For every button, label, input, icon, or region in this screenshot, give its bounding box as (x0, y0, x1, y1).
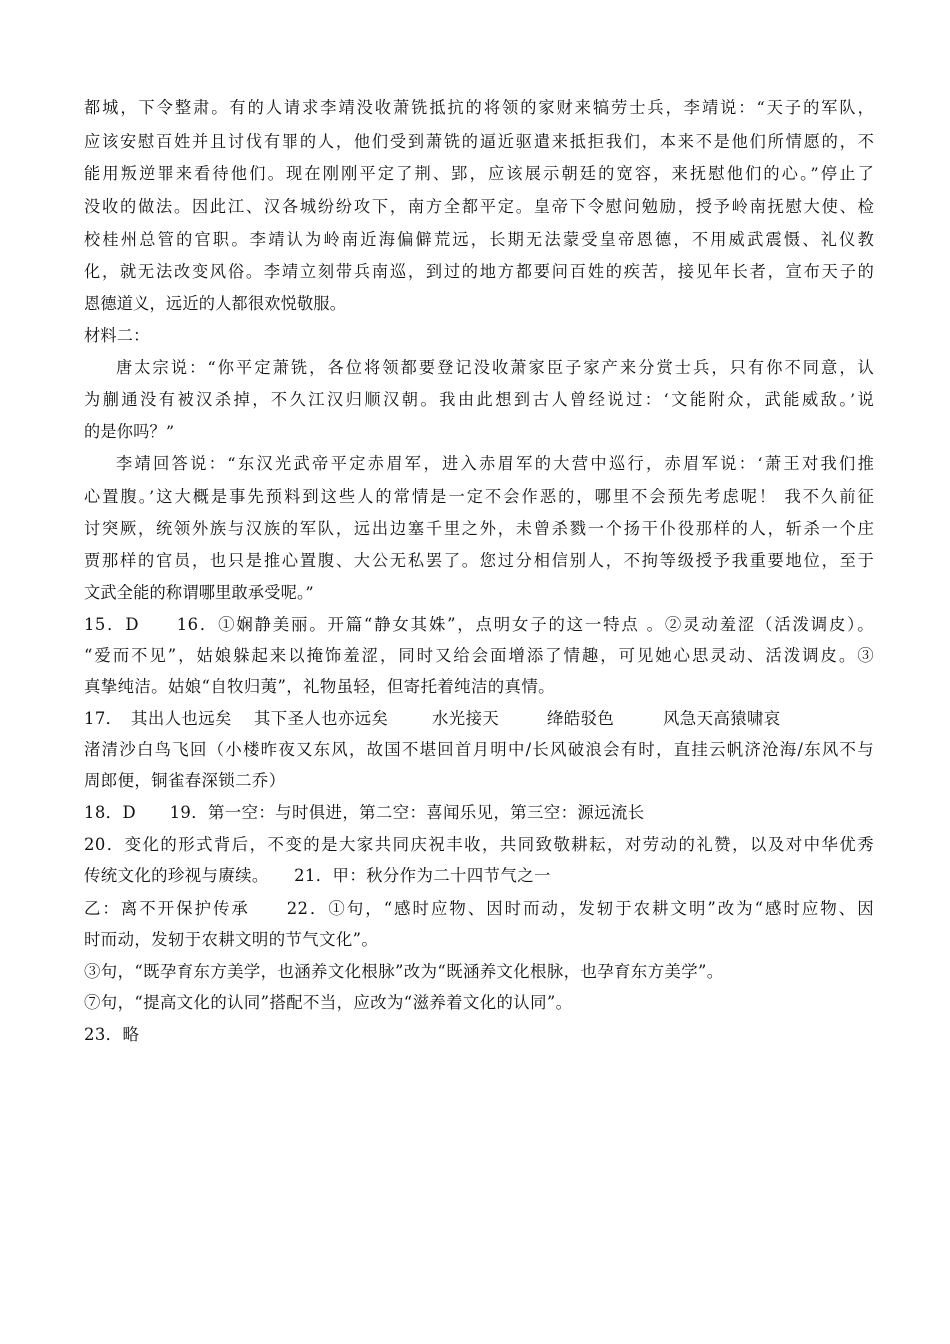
answer-17-items (84, 708, 874, 730)
material-two-line: 心置腹。’这大概是事先预料到这些人的常情是一定不会作恶的，哪里不会预先考虑呢！ 我不久前征 (84, 487, 874, 506)
material-two-heading: 材料二： (84, 326, 150, 345)
answer-22-line: ⑦句，“提高文化的认同”搭配不当，应改为“滋养着文化的认同”。 (84, 993, 573, 1012)
answer-17-line: 渚清沙白鸟飞回（小楼昨夜又东风，故国不堪回首月明中/长风破浪会有时，直挂云帆济沧海/东风不与 (84, 740, 874, 759)
material-one-line: 能用叛逆罪来看待他们。现在刚刚平定了荆、郢，应该展示朝廷的宽容，来抚慰他们的心。”停止了 (84, 164, 874, 183)
answer-20-line: 20．变化的形式背后，不变的是大家共同庆祝丰收，共同致敬耕耘，对劳动的礼赞，以及对中华优秀 (84, 835, 874, 854)
answer-18-19-line: 18．D 19．第一空：与时俱进，第二空：喜闻乐见，第三空：源远流长 (84, 803, 645, 822)
answer-20-21-line: 传统文化的珍视与赓续。 21．甲：秋分作为二十四节气之一 (84, 866, 551, 885)
material-two-line: 为蒯通没有被汉杀掉，不久江汉归顺汉朝。我由此想到古人曾经说过：‘文能附众，武能威敌。’说 (84, 390, 874, 409)
answer-17-item: 绛皓驳色 (547, 709, 615, 728)
answer-17-item: 其下圣人也亦远矣 (254, 709, 389, 728)
material-two-line: 贾那样的官员，也只是推心置腹、大公无私罢了。您过分相信别人，不拘等级授予我重要地位，至于 (84, 551, 874, 570)
material-one-line: 应该安慰百姓并且讨伐有罪的人，他们受到萧铣的逼近驱遣来抵拒我们，本来不是他们所情愿的，不 (84, 132, 874, 151)
answer-15-16-line: 15．D 16．①娴静美丽。开篇“静女其姝”，点明女子的这一特点 。②灵动羞涩（活泼调皮）。 (84, 615, 874, 634)
answer-15-16-line: 真挚纯洁。姑娘“自牧归荑”，礼物虽轻，但寄托着纯洁的真情。 (84, 677, 555, 696)
material-two-line: 的是你吗？” (84, 422, 175, 441)
material-two-line: 李靖回答说：“东汉光武帝平定赤眉军，进入赤眉军的大营中巡行，赤眉军说：‘萧王对我们推 (116, 454, 874, 473)
answer-17-line: 周郎便，铜雀春深锁二乔） (84, 771, 286, 790)
answer-22-line: ③句，“既孕育东方美学，也涵养文化根脉”改为“既涵养文化根脉，也孕育东方美学”。 (84, 962, 724, 981)
material-two-line: 讨突厥，统领外族与汉族的军队，远出边塞千里之外，未曾杀戮一个扬干仆役那样的人，斩杀一个庄 (84, 519, 874, 538)
material-two-line: 文武全能的称谓哪里敢承受呢。” (84, 583, 314, 602)
answer-17-item: 风急天高猿啸哀 (663, 709, 781, 728)
answer-23-line: 23．略 (84, 1025, 140, 1044)
answer-15-16-line: “爱而不见”，姑娘躲起来以掩饰羞涩，同时又给会面增添了情趣，可见她心思灵动、活泼调皮。③ (84, 646, 874, 665)
material-one-line: 都城，下令整肃。有的人请求李靖没收萧铣抵抗的将领的家财来犒劳士兵，李靖说：“天子的军队， (84, 98, 874, 117)
material-one-line: 恩德道义，远近的人都很欢悦敬服。 (84, 294, 347, 313)
answer-21-22-line: 乙：离不开保护传承 22．①句，“感时应物、因时而动，发轫于农耕文明”改为“感时应物、因 (84, 899, 874, 918)
answer-22-line: 时而动，发轫于农耕文明的节气文化”。 (84, 930, 379, 949)
answer-17-item: 水光接天 (432, 709, 500, 728)
material-one-line: 化，就无法改变风俗。李靖立刻带兵南巡，到过的地方都要问百姓的疾苦，接见年长者，宣布天子的 (84, 262, 874, 281)
material-two-line: 唐太宗说：“你平定萧铣，各位将领都要登记没收萧家臣子家产来分赏士兵，只有你不同意，认 (116, 358, 874, 377)
answer-17-item: 17． 其出人也远矣 (84, 709, 232, 728)
material-one-line: 没收的做法。因此江、汉各城纷纷攻下，南方全都平定。皇帝下令慰问勉励，授予岭南抚慰大使、检 (84, 197, 874, 216)
material-one-line: 校桂州总管的官职。李靖认为岭南近海偏僻荒远，长期无法蒙受皇帝恩德，不用威武震慑、礼仪教 (84, 230, 874, 249)
